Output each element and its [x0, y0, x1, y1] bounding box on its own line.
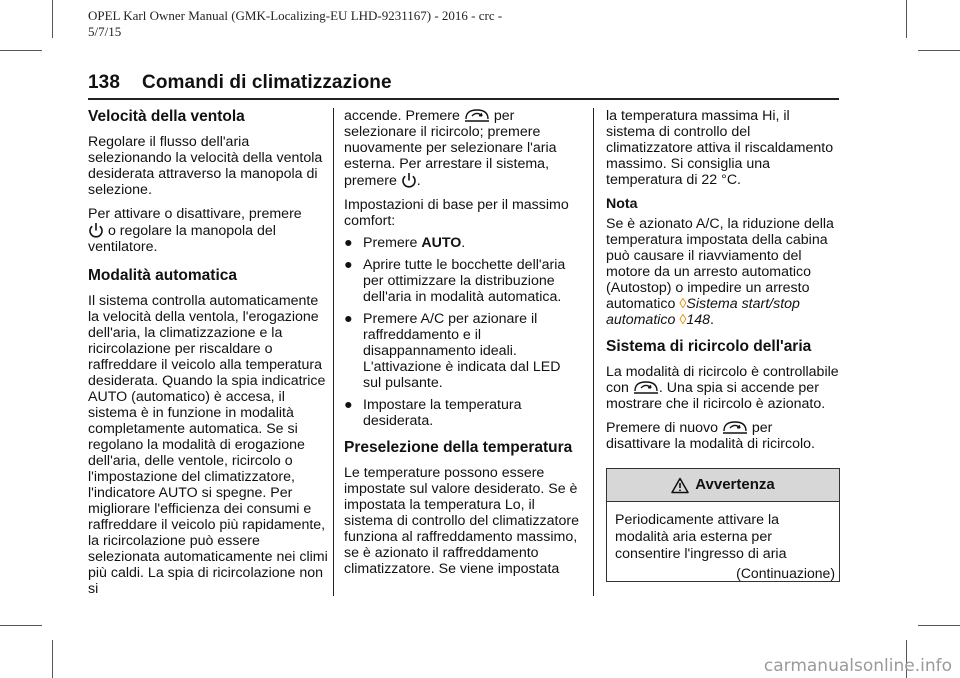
heading-recirculation-system: Sistema di ricircolo dell'aria [606, 338, 812, 355]
crop-mark [52, 0, 53, 38]
paragraph-basic-settings: Impostazioni di base per il massimo comfort: [344, 197, 569, 229]
power-icon [401, 172, 417, 189]
paragraph-temperature-preset: Le temperature possono essere impostate sul valore desiderato. Se è impostata la temperatura Lo, il sistema di controllo del climatizzatore funziona al raffreddamento massimo, se è azionato il raffreddamento climatizzatore. Se viene impostata [344, 465, 579, 577]
power-text-a: Per attivare o disattivare, premere [88, 206, 302, 222]
list-item [344, 235, 582, 251]
paragraph-recirc-continued [344, 108, 582, 189]
print-metadata [88, 8, 508, 40]
warning-title: Avvertenza [695, 476, 775, 493]
crop-mark [906, 0, 907, 38]
recirc-text-c: . [416, 173, 421, 189]
power-icon [88, 222, 104, 239]
list-item [344, 311, 582, 391]
bullet-1-text-c: . [461, 235, 466, 251]
auto-label: AUTO [421, 235, 462, 251]
list-item [344, 257, 582, 305]
watermark: carmanualsonline.info [763, 656, 952, 676]
continued-label: (Continuazione) [736, 565, 835, 581]
warning-text: Periodicamente attivare la modalità aria esterna per consentire l'ingresso di aria [615, 512, 787, 562]
recirc-text-b: per selezionare il ricircolo; premere nuovamente per selezionare l'aria esterna. Per arrestare il sistema, premere [344, 108, 557, 189]
paragraph-recirculation-off [606, 420, 840, 452]
cross-reference-arrow: ◊ [679, 296, 687, 312]
bullet-4-text: Impostare la temperatura desiderata. [363, 397, 522, 429]
note-text: Se è azionato A/C, la riduzione della temperatura impostata della cabina può causare il riavviamento del motore da un arresto automatico (Autostop) o impedire un arresto automatico [606, 216, 834, 312]
heading-automatic-mode: Modalità automatica [88, 267, 237, 284]
cross-reference-link[interactable]: Sistema start/stop automatico [606, 296, 800, 328]
crop-mark [52, 640, 53, 678]
heading-temperature-preset: Preselezione della temperatura [344, 439, 573, 456]
recirc-text-a: accende. Premere [344, 108, 460, 124]
paragraph-note [606, 216, 840, 328]
paragraph-recirculation [606, 364, 840, 412]
warning-header [607, 469, 839, 502]
cross-reference-arrow: ◊ [679, 312, 687, 328]
paragraph-power [88, 206, 328, 255]
note-label: Nota [606, 196, 638, 212]
bullet-1-text-a: Premere [363, 235, 418, 251]
paragraph-automatic-mode: Il sistema controlla automaticamente la velocità della ventola, l'erogazione dell'aria, la climatizzazione e la ricircolazione per riscaldare o raffreddare il veicolo alla temperatura desiderata. Quando la spia indicatrice AUTO (automatico) è accesa, il sistema è in funzione in modalità completamente automatica. Se si regolano la modalità di erogazione dell'aria, delle ventole, ricircolo o l'impostazione del climatizzatore, l'indicatore AUTO si spegne. Per migliorare l'efficienza dei consumi e raffreddare il veicolo più rapidamente, la ricircolazione può essere selezionata automaticamente nei climi più caldi. La spia di ricircolazione non si [88, 293, 328, 597]
column-divider [593, 108, 594, 596]
list-item [344, 397, 582, 429]
bullet-marker: ● [344, 257, 353, 273]
crop-mark [918, 50, 960, 51]
bullet-marker: ● [344, 311, 353, 327]
recirculation-icon [464, 108, 490, 124]
print-metadata-date: 5/7/15 [88, 24, 122, 39]
bullet-marker: ● [344, 397, 353, 413]
crop-mark [918, 625, 960, 626]
crop-mark [0, 50, 42, 51]
column-1 [88, 108, 328, 597]
bullet-3-text: Premere A/C per azionare il raffreddamento e il disappannamento ideali. L'attivazione è indicata dal LED sul pulsante. [363, 311, 561, 391]
column-divider [333, 108, 334, 596]
section-title: Comandi di climatizzazione [142, 72, 392, 93]
print-metadata-line: OPEL Karl Owner Manual (GMK-Localizing-EU LHD-9231167) - 2016 - crc - [88, 8, 503, 23]
crop-mark [0, 625, 42, 626]
recirc-system-text-a: La modalità di ricircolo è controllabile con [606, 364, 839, 396]
heading-fan-speed: Velocità della ventola [88, 108, 245, 125]
column-3 [606, 108, 840, 582]
column-2 [344, 108, 582, 577]
recirculation-icon [722, 420, 748, 436]
bullet-2-text: Aprire tutte le bocchette dell'aria per ottimizzare la distribuzione dell'aria in modalità automatica. [363, 257, 566, 305]
power-text-b: o regolare la manopola del ventilatore. [88, 223, 276, 255]
title-divider [88, 98, 839, 100]
page-number: 138 [88, 72, 121, 93]
note-end: . [710, 312, 714, 328]
bullet-marker: ● [344, 235, 353, 251]
recirculation-icon [633, 380, 659, 396]
recirc-off-text-b: per disattivare la modalità di ricircolo. [606, 420, 815, 452]
cross-reference-page[interactable]: 148 [686, 312, 711, 328]
warning-box [606, 468, 840, 582]
recirc-off-text-a: Premere di nuovo [606, 420, 718, 436]
paragraph-temperature-continued: la temperatura massima Hi, il sistema di controllo del climatizzatore attiva il riscaldamento massimo. Si consiglia una temperatura di 22 °C. [606, 108, 834, 188]
page-title [88, 72, 392, 94]
warning-icon [671, 477, 689, 494]
recirc-system-text-b: . Una spia si accende per mostrare che il ricircolo è azionato. [606, 380, 826, 412]
paragraph-fan-speed: Regolare il flusso dell'aria selezionando la velocità della ventola desiderata attraverso la manopola di selezione. [88, 134, 323, 198]
